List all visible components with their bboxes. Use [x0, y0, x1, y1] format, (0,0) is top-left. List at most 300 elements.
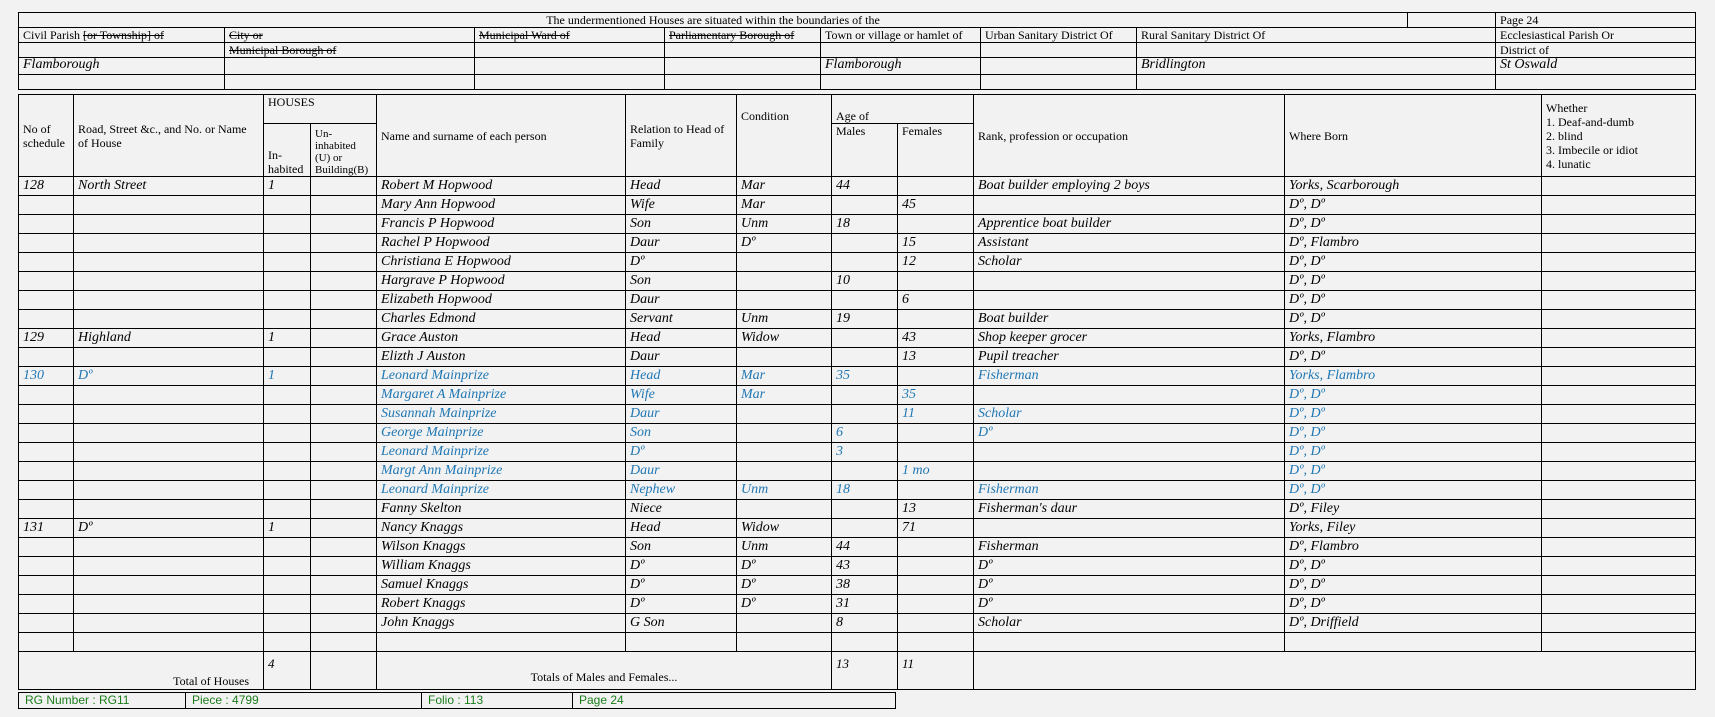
- birthplace-cell: Dº, Dº: [1285, 272, 1542, 291]
- total-houses-value: 4: [264, 652, 311, 690]
- age-female-cell: 71: [898, 519, 974, 538]
- schedule-no-cell: [19, 481, 74, 500]
- relation-cell: Dº: [626, 443, 737, 462]
- birthplace-cell: Dº, Dº: [1285, 386, 1542, 405]
- table-row: [19, 481, 1696, 500]
- person-name-cell: Leonard Mainprize: [377, 367, 626, 386]
- person-name-cell: Susannah Mainprize: [377, 405, 626, 424]
- header-cell: [1496, 75, 1696, 90]
- condition-cell: [737, 614, 832, 633]
- col-schedule: No of schedule: [19, 95, 74, 177]
- infirmity-cell: [1542, 291, 1696, 310]
- schedule-no-cell: [19, 443, 74, 462]
- condition-cell: Widow: [737, 329, 832, 348]
- person-name-cell: Charles Edmond: [377, 310, 626, 329]
- census-table: [18, 94, 1696, 690]
- eccl-label-2: District of: [1496, 43, 1696, 58]
- road-name-cell: North Street: [74, 177, 264, 196]
- birthplace-cell: Dº, Dº: [1285, 557, 1542, 576]
- relation-cell: Wife: [626, 196, 737, 215]
- age-male-cell: 31: [832, 595, 898, 614]
- condition-cell: [737, 405, 832, 424]
- inhabited-cell: [264, 614, 311, 633]
- road-name-cell: [74, 576, 264, 595]
- relation-cell: Daur: [626, 348, 737, 367]
- uninhabited-cell: [311, 424, 377, 443]
- schedule-no-cell: [19, 253, 74, 272]
- uninhabited-cell: [311, 462, 377, 481]
- condition-cell: Unm: [737, 538, 832, 557]
- road-name-cell: [74, 557, 264, 576]
- person-name-cell: Robert M Hopwood: [377, 177, 626, 196]
- age-male-cell: 3: [832, 443, 898, 462]
- age-male-cell: [832, 234, 898, 253]
- birthplace-cell: Dº, Dº: [1285, 310, 1542, 329]
- inhabited-cell: [264, 595, 311, 614]
- age-male-cell: [832, 253, 898, 272]
- road-name-cell: [74, 405, 264, 424]
- header-banner: The undermentioned Houses are situated within the boundaries of the: [19, 13, 1408, 28]
- inhabited-cell: [264, 424, 311, 443]
- relation-cell: Head: [626, 519, 737, 538]
- road-name-cell: [74, 595, 264, 614]
- header-cell: [225, 75, 475, 90]
- schedule-no-cell: [19, 215, 74, 234]
- header-cell: [981, 75, 1137, 90]
- col-relation: Relation to Head of Family: [626, 95, 737, 177]
- occupation-cell: Dº: [974, 557, 1285, 576]
- inhabited-cell: [264, 215, 311, 234]
- condition-cell: [737, 272, 832, 291]
- table-row: [19, 633, 1696, 652]
- schedule-no-cell: [19, 500, 74, 519]
- uninhabited-cell: [311, 310, 377, 329]
- age-male-cell: 38: [832, 576, 898, 595]
- whether-1: 1. Deaf-and-dumb: [1546, 114, 1634, 129]
- header-cell: [475, 75, 665, 90]
- rg-number: RG Number : RG11: [19, 693, 186, 708]
- schedule-no-cell: 131: [19, 519, 74, 538]
- birthplace-cell: Dº, Dº: [1285, 348, 1542, 367]
- inhabited-cell: [264, 310, 311, 329]
- age-female-cell: [898, 576, 974, 595]
- schedule-no-cell: [19, 405, 74, 424]
- infirmity-cell: [1542, 557, 1696, 576]
- table-row: [19, 253, 1696, 272]
- road-name-cell: [74, 443, 264, 462]
- birthplace-cell: Dº, Filey: [1285, 500, 1542, 519]
- reference-footer: [18, 692, 896, 709]
- total-persons-label: Totals of Males and Females...: [377, 652, 832, 690]
- col-whether: [1542, 95, 1696, 177]
- condition-cell: [737, 291, 832, 310]
- rural-label: Rural Sanitary District Of: [1137, 28, 1496, 43]
- age-male-cell: 10: [832, 272, 898, 291]
- age-female-cell: [898, 557, 974, 576]
- birthplace-cell: Dº, Dº: [1285, 405, 1542, 424]
- person-name-cell: Nancy Knaggs: [377, 519, 626, 538]
- person-name-cell: Margaret A Mainprize: [377, 386, 626, 405]
- age-female-cell: [898, 595, 974, 614]
- inhabited-cell: [264, 443, 311, 462]
- condition-cell: [737, 424, 832, 443]
- age-male-cell: 44: [832, 538, 898, 557]
- condition-cell: Unm: [737, 215, 832, 234]
- schedule-no-cell: [19, 424, 74, 443]
- condition-cell: [737, 348, 832, 367]
- birthplace-cell: Dº, Flambro: [1285, 538, 1542, 557]
- col-males: Males: [832, 124, 898, 177]
- age-male-cell: [832, 329, 898, 348]
- relation-cell: Head: [626, 367, 737, 386]
- occupation-cell: Dº: [974, 576, 1285, 595]
- total-cell: [311, 652, 377, 690]
- occupation-cell: [974, 291, 1285, 310]
- relation-cell: Niece: [626, 500, 737, 519]
- road-name-cell: [74, 481, 264, 500]
- inhabited-cell: [264, 500, 311, 519]
- birthplace-cell: Yorks, Flambro: [1285, 367, 1542, 386]
- uninhabited-cell: [311, 386, 377, 405]
- table-row: [19, 234, 1696, 253]
- town-value: Flamborough: [821, 58, 981, 75]
- infirmity-cell: [1542, 462, 1696, 481]
- uninhabited-cell: [311, 329, 377, 348]
- uninhabited-cell: [311, 614, 377, 633]
- schedule-no-cell: [19, 614, 74, 633]
- header-cell: [1137, 75, 1496, 90]
- uninhabited-cell: [311, 557, 377, 576]
- occupation-cell: Assistant: [974, 234, 1285, 253]
- condition-cell: Dº: [737, 234, 832, 253]
- eccl-value: St Oswald: [1496, 58, 1696, 75]
- age-female-cell: [898, 215, 974, 234]
- header-cell: [665, 43, 821, 58]
- infirmity-cell: [1542, 500, 1696, 519]
- birthplace-cell: Yorks, Scarborough: [1285, 177, 1542, 196]
- table-row: [19, 367, 1696, 386]
- total-cell: [974, 652, 1696, 690]
- page-number: Page 24: [1496, 13, 1696, 28]
- inhabited-cell: [264, 405, 311, 424]
- age-male-cell: 35: [832, 367, 898, 386]
- inhabited-cell: [264, 234, 311, 253]
- uninhabited-cell: [311, 633, 377, 652]
- city-label: City or: [225, 28, 475, 43]
- uninhabited-cell: [311, 576, 377, 595]
- occupation-cell: Boat builder: [974, 310, 1285, 329]
- road-name-cell: [74, 462, 264, 481]
- relation-cell: Son: [626, 538, 737, 557]
- parliamentary-borough-label: Parliamentary Borough of: [665, 28, 821, 43]
- infirmity-cell: [1542, 367, 1696, 386]
- age-male-cell: 6: [832, 424, 898, 443]
- schedule-no-cell: 129: [19, 329, 74, 348]
- condition-cell: [737, 633, 832, 652]
- schedule-no-cell: [19, 234, 74, 253]
- eccl-label-1: Ecclesiastical Parish Or: [1496, 28, 1696, 43]
- schedule-no-cell: [19, 576, 74, 595]
- occupation-cell: Boat builder employing 2 boys: [974, 177, 1285, 196]
- age-male-cell: [832, 519, 898, 538]
- occupation-cell: Apprentice boat builder: [974, 215, 1285, 234]
- relation-cell: Wife: [626, 386, 737, 405]
- occupation-cell: [974, 633, 1285, 652]
- infirmity-cell: [1542, 234, 1696, 253]
- uninhabited-cell: [311, 215, 377, 234]
- birthplace-cell: Dº, Dº: [1285, 291, 1542, 310]
- table-row: [19, 348, 1696, 367]
- infirmity-cell: [1542, 443, 1696, 462]
- birthplace-cell: Yorks, Flambro: [1285, 329, 1542, 348]
- uninhabited-cell: [311, 272, 377, 291]
- road-name-cell: [74, 291, 264, 310]
- age-female-cell: [898, 177, 974, 196]
- condition-cell: Dº: [737, 557, 832, 576]
- road-name-cell: Dº: [74, 519, 264, 538]
- condition-cell: Mar: [737, 367, 832, 386]
- road-name-cell: [74, 272, 264, 291]
- uninhabited-cell: [311, 481, 377, 500]
- age-female-cell: [898, 633, 974, 652]
- col-born: Where Born: [1285, 95, 1542, 177]
- schedule-no-cell: [19, 538, 74, 557]
- age-female-cell: 1 mo: [898, 462, 974, 481]
- table-row: [19, 576, 1696, 595]
- uninhabited-cell: [311, 538, 377, 557]
- table-row: [19, 196, 1696, 215]
- table-row: [19, 462, 1696, 481]
- occupation-cell: Dº: [974, 595, 1285, 614]
- uninhabited-cell: [311, 500, 377, 519]
- road-name-cell: [74, 253, 264, 272]
- table-row: [19, 557, 1696, 576]
- road-name-cell: [74, 196, 264, 215]
- person-name-cell: Christiana E Hopwood: [377, 253, 626, 272]
- relation-cell: Dº: [626, 576, 737, 595]
- schedule-no-cell: 128: [19, 177, 74, 196]
- town-label: Town or village or hamlet of: [821, 28, 981, 43]
- age-female-cell: 15: [898, 234, 974, 253]
- inhabited-cell: [264, 348, 311, 367]
- infirmity-cell: [1542, 253, 1696, 272]
- inhabited-cell: [264, 291, 311, 310]
- schedule-no-cell: [19, 557, 74, 576]
- condition-cell: Mar: [737, 386, 832, 405]
- age-male-cell: [832, 462, 898, 481]
- total-houses-label: Total of Houses: [19, 652, 264, 690]
- uninhabited-cell: [311, 291, 377, 310]
- occupation-cell: [974, 519, 1285, 538]
- infirmity-cell: [1542, 481, 1696, 500]
- header-cell: [665, 75, 821, 90]
- inhabited-cell: [264, 633, 311, 652]
- header-cell: [19, 75, 225, 90]
- condition-cell: Unm: [737, 310, 832, 329]
- inhabited-cell: 1: [264, 329, 311, 348]
- birthplace-cell: Dº, Dº: [1285, 424, 1542, 443]
- table-row: [19, 405, 1696, 424]
- birthplace-cell: Yorks, Filey: [1285, 519, 1542, 538]
- schedule-no-cell: [19, 310, 74, 329]
- relation-cell: Son: [626, 424, 737, 443]
- header-table: [18, 12, 1696, 90]
- urban-label: Urban Sanitary District Of: [981, 28, 1137, 43]
- table-row: [19, 538, 1696, 557]
- age-female-cell: [898, 424, 974, 443]
- condition-cell: [737, 500, 832, 519]
- col-houses: HOUSES: [264, 95, 377, 124]
- schedule-no-cell: [19, 291, 74, 310]
- col-road: Road, Street &c., and No. or Name of House: [74, 95, 264, 177]
- civil-parish-blank: [19, 43, 225, 58]
- inhabited-cell: 1: [264, 519, 311, 538]
- census-sheet: [18, 12, 1696, 690]
- relation-cell: Son: [626, 272, 737, 291]
- relation-cell: [626, 633, 737, 652]
- age-female-cell: 35: [898, 386, 974, 405]
- road-name-cell: [74, 215, 264, 234]
- whether-2: 2. blind: [1546, 128, 1583, 143]
- person-name-cell: Fanny Skelton: [377, 500, 626, 519]
- person-name-cell: Mary Ann Hopwood: [377, 196, 626, 215]
- person-name-cell: Wilson Knaggs: [377, 538, 626, 557]
- inhabited-cell: [264, 272, 311, 291]
- age-female-cell: [898, 310, 974, 329]
- age-male-cell: 8: [832, 614, 898, 633]
- occupation-cell: [974, 443, 1285, 462]
- infirmity-cell: [1542, 614, 1696, 633]
- infirmity-cell: [1542, 405, 1696, 424]
- person-name-cell: Hargrave P Hopwood: [377, 272, 626, 291]
- occupation-cell: Pupil treacher: [974, 348, 1285, 367]
- table-row: [19, 291, 1696, 310]
- uninhabited-cell: [311, 253, 377, 272]
- schedule-no-cell: [19, 386, 74, 405]
- inhabited-cell: 1: [264, 367, 311, 386]
- table-row: [19, 500, 1696, 519]
- table-row: [19, 424, 1696, 443]
- infirmity-cell: [1542, 348, 1696, 367]
- inhabited-cell: [264, 557, 311, 576]
- birthplace-cell: Dº, Driffield: [1285, 614, 1542, 633]
- col-inhabited: In-habited: [264, 124, 311, 177]
- relation-cell: Head: [626, 177, 737, 196]
- occupation-cell: Shop keeper grocer: [974, 329, 1285, 348]
- whether-3: 3. Imbecile or idiot: [1546, 142, 1638, 157]
- road-name-cell: [74, 614, 264, 633]
- header-cell: [821, 75, 981, 90]
- header-cell: [821, 43, 981, 58]
- person-name-cell: George Mainprize: [377, 424, 626, 443]
- civil-parish-label: Civil Parish [or Township] of: [19, 28, 225, 43]
- total-males: 13: [832, 652, 898, 690]
- person-name-cell: John Knaggs: [377, 614, 626, 633]
- birthplace-cell: Dº, Dº: [1285, 462, 1542, 481]
- age-male-cell: 18: [832, 481, 898, 500]
- age-male-cell: [832, 196, 898, 215]
- col-females: Females: [898, 124, 974, 177]
- uninhabited-cell: [311, 177, 377, 196]
- uninhabited-cell: [311, 196, 377, 215]
- person-name-cell: Grace Auston: [377, 329, 626, 348]
- person-name-cell: Rachel P Hopwood: [377, 234, 626, 253]
- person-name-cell: William Knaggs: [377, 557, 626, 576]
- inhabited-cell: [264, 253, 311, 272]
- infirmity-cell: [1542, 595, 1696, 614]
- rural-value: Bridlington: [1137, 58, 1496, 75]
- inhabited-cell: 1: [264, 177, 311, 196]
- relation-cell: Servant: [626, 310, 737, 329]
- col-name: Name and surname of each person: [377, 95, 626, 177]
- relation-cell: Dº: [626, 595, 737, 614]
- birthplace-cell: Dº, Dº: [1285, 215, 1542, 234]
- infirmity-cell: [1542, 519, 1696, 538]
- table-row: [19, 443, 1696, 462]
- census-rows: [19, 177, 1696, 652]
- condition-cell: [737, 443, 832, 462]
- age-female-cell: 13: [898, 500, 974, 519]
- person-name-cell: Leonard Mainprize: [377, 443, 626, 462]
- uninhabited-cell: [311, 595, 377, 614]
- condition-cell: [737, 253, 832, 272]
- schedule-no-cell: [19, 633, 74, 652]
- municipal-ward-label: Municipal Ward of: [475, 28, 665, 43]
- condition-cell: [737, 462, 832, 481]
- col-occupation: Rank, profession or occupation: [974, 95, 1285, 177]
- relation-cell: Dº: [626, 557, 737, 576]
- municipal-borough-label: Municipal Borough of: [225, 43, 475, 58]
- header-cell: [475, 58, 665, 75]
- person-name-cell: Samuel Knaggs: [377, 576, 626, 595]
- schedule-no-cell: [19, 272, 74, 291]
- age-female-cell: [898, 614, 974, 633]
- table-row: [19, 272, 1696, 291]
- relation-cell: G Son: [626, 614, 737, 633]
- whether-4: 4. lunatic: [1546, 156, 1591, 171]
- road-name-cell: [74, 500, 264, 519]
- table-row: [19, 614, 1696, 633]
- occupation-cell: Fisherman: [974, 367, 1285, 386]
- table-row: [19, 386, 1696, 405]
- birthplace-cell: Dº, Dº: [1285, 196, 1542, 215]
- age-male-cell: [832, 291, 898, 310]
- age-female-cell: [898, 443, 974, 462]
- occupation-cell: Scholar: [974, 253, 1285, 272]
- table-row: [19, 177, 1696, 196]
- header-spacer: [1408, 13, 1496, 28]
- occupation-cell: [974, 462, 1285, 481]
- table-row: [19, 595, 1696, 614]
- road-name-cell: [74, 386, 264, 405]
- table-row: [19, 519, 1696, 538]
- age-female-cell: 43: [898, 329, 974, 348]
- table-row: [19, 215, 1696, 234]
- folio-number: Folio : 113: [422, 693, 573, 708]
- total-females: 11: [898, 652, 974, 690]
- infirmity-cell: [1542, 310, 1696, 329]
- uninhabited-cell: [311, 348, 377, 367]
- schedule-no-cell: 130: [19, 367, 74, 386]
- relation-cell: Daur: [626, 234, 737, 253]
- age-male-cell: 44: [832, 177, 898, 196]
- header-cell: [665, 58, 821, 75]
- person-name-cell: [377, 633, 626, 652]
- age-male-cell: [832, 500, 898, 519]
- col-age-of: Age of: [832, 95, 974, 124]
- age-male-cell: [832, 405, 898, 424]
- birthplace-cell: Dº, Dº: [1285, 443, 1542, 462]
